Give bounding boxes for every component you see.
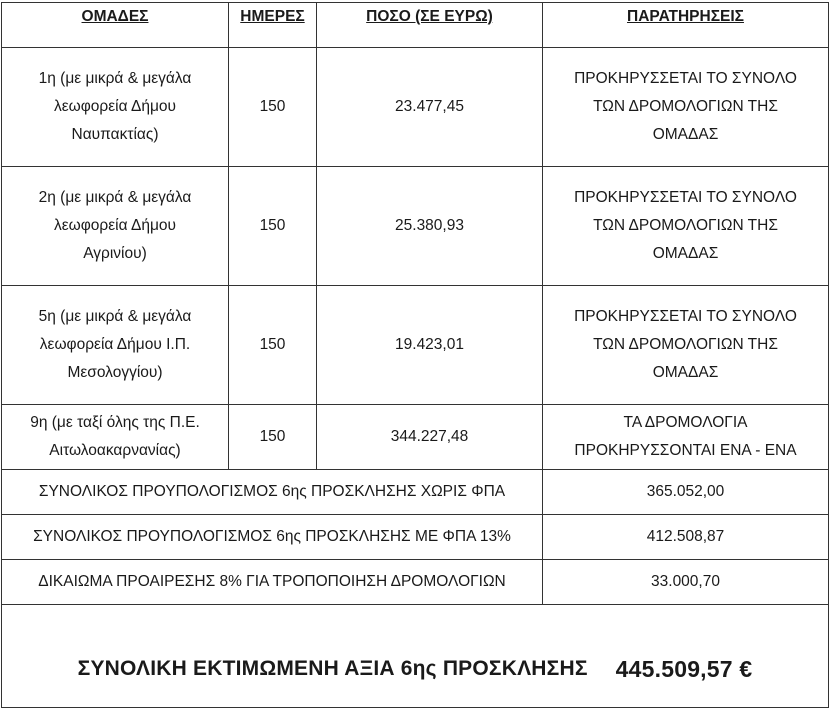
- header-notes: ΠΑΡΑΤΗΡΗΣΕΙΣ: [543, 3, 829, 48]
- summary-value: 365.052,00: [543, 470, 829, 515]
- budget-table: [1, 2, 829, 708]
- amount-cell: 344.227,48: [317, 405, 543, 470]
- group-line: Αγρινίου): [83, 245, 147, 262]
- summary-label: ΔΙΚΑΙΩΜΑ ΠΡΟΑΙΡΕΣΗΣ 8% ΓΙΑ ΤΡΟΠΟΠΟΙΗΣΗ ΔΡΟΜΟΛΟΓΙΩΝ: [2, 560, 543, 605]
- group-cell: [2, 167, 229, 286]
- days-cell: 150: [229, 405, 317, 470]
- summary-label: ΣΥΝΟΛΙΚΟΣ ΠΡΟΥΠΟΛΟΓΙΣΜΟΣ 6ης ΠΡΟΣΚΛΗΣΗΣ ΜΕ ΦΠΑ 13%: [2, 515, 543, 560]
- grand-total-row: [2, 605, 829, 708]
- group-line: λεωφορεία Δήμου: [53, 217, 177, 234]
- group-line: 2η (με μικρά & μεγάλα: [38, 189, 192, 206]
- table-header-row: [2, 3, 829, 48]
- group-line: λεωφορεία Δήμου Ι.Π.: [39, 336, 191, 353]
- group-line: 1η (με μικρά & μεγάλα: [38, 70, 192, 87]
- header-days: ΗΜΕΡΕΣ: [229, 3, 317, 48]
- group-line: Αιτωλοακαρνανίας): [49, 442, 181, 459]
- days-cell: 150: [229, 286, 317, 405]
- notes-cell: [543, 48, 829, 167]
- summary-value: 33.000,70: [543, 560, 829, 605]
- amount-cell: 19.423,01: [317, 286, 543, 405]
- group-cell: [2, 48, 229, 167]
- group-line: Μεσολογγίου): [67, 364, 163, 381]
- notes-line: ΟΜΑΔΑΣ: [652, 364, 719, 381]
- grand-total-cell: [2, 605, 829, 708]
- summary-row: [2, 515, 829, 560]
- summary-row: [2, 560, 829, 605]
- group-cell: [2, 405, 229, 470]
- group-line: λεωφορεία Δήμου: [53, 98, 177, 115]
- table-row: [2, 167, 829, 286]
- notes-line: ΠΡΟΚΗΡΥΣΣΕΤΑΙ ΤΟ ΣΥΝΟΛΟ: [574, 308, 797, 325]
- notes-line: ΠΡΟΚΗΡΥΣΣΟΝΤΑΙ ΕΝΑ - ΕΝΑ: [574, 442, 797, 459]
- group-line: Ναυπακτίας): [71, 126, 159, 143]
- amount-cell: 25.380,93: [317, 167, 543, 286]
- table-row: [2, 286, 829, 405]
- notes-line: ΤΩΝ ΔΡΟΜΟΛΟΓΙΩΝ ΤΗΣ: [593, 98, 778, 115]
- notes-line: ΟΜΑΔΑΣ: [652, 245, 719, 262]
- header-groups: ΟΜΑΔΕΣ: [2, 3, 229, 48]
- summary-row: [2, 470, 829, 515]
- notes-line: ΟΜΑΔΑΣ: [652, 126, 719, 143]
- notes-line: ΤΩΝ ΔΡΟΜΟΛΟΓΙΩΝ ΤΗΣ: [593, 336, 778, 353]
- notes-cell: [543, 405, 829, 470]
- notes-cell: [543, 286, 829, 405]
- notes-line: ΤΑ ΔΡΟΜΟΛΟΓΙΑ: [623, 414, 748, 431]
- table-row: [2, 48, 829, 167]
- notes-line: ΠΡΟΚΗΡΥΣΣΕΤΑΙ ΤΟ ΣΥΝΟΛΟ: [574, 70, 797, 87]
- days-cell: 150: [229, 48, 317, 167]
- days-cell: 150: [229, 167, 317, 286]
- grand-total-line: [2, 629, 828, 683]
- grand-total-value: 445.509,57 €: [615, 656, 753, 682]
- summary-label: ΣΥΝΟΛΙΚΟΣ ΠΡΟΥΠΟΛΟΓΙΣΜΟΣ 6ης ΠΡΟΣΚΛΗΣΗΣ ΧΩΡΙΣ ΦΠΑ: [2, 470, 543, 515]
- amount-cell: 23.477,45: [317, 48, 543, 167]
- group-cell: [2, 286, 229, 405]
- grand-total-label: ΣΥΝΟΛΙΚΗ ΕΚΤΙΜΩΜΕΝΗ ΑΞΙΑ 6ης ΠΡΟΣΚΛΗΣΗΣ: [77, 657, 588, 680]
- summary-value: 412.508,87: [543, 515, 829, 560]
- notes-line: ΤΩΝ ΔΡΟΜΟΛΟΓΙΩΝ ΤΗΣ: [593, 217, 778, 234]
- notes-cell: [543, 167, 829, 286]
- table-row: [2, 405, 829, 470]
- group-line: 9η (με ταξί όλης της Π.Ε.: [30, 414, 200, 431]
- notes-line: ΠΡΟΚΗΡΥΣΣΕΤΑΙ ΤΟ ΣΥΝΟΛΟ: [574, 189, 797, 206]
- header-amount: ΠΟΣΟ (ΣΕ ΕΥΡΩ): [317, 3, 543, 48]
- group-line: 5η (με μικρά & μεγάλα: [38, 308, 192, 325]
